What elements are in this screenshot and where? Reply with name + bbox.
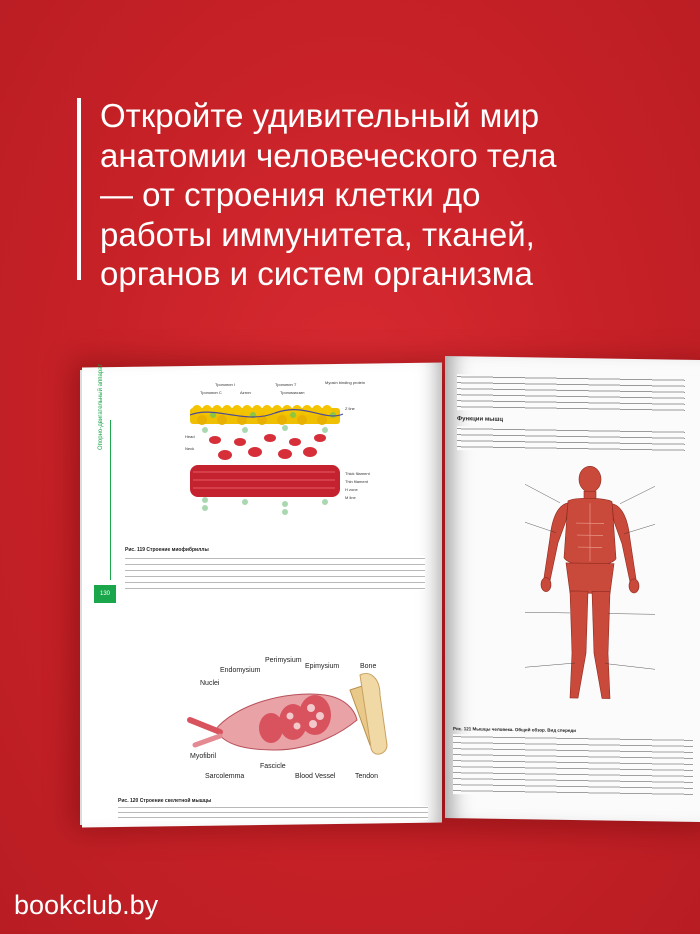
headline: [100, 96, 680, 294]
label-tendon: Tendon: [355, 773, 378, 780]
headline-line: анатомии человеческого тела: [100, 136, 557, 174]
label-bone: Bone: [360, 663, 377, 670]
label-z-line: Z line: [345, 406, 355, 411]
label-myosin-binding: Myosin binding protein: [325, 380, 366, 385]
figure1-legend-text: [125, 556, 425, 590]
brand-site-label: bookclub.by: [14, 890, 159, 920]
label-thin: Thin filament: [345, 479, 368, 484]
label-tropomyosin: Тропомиозин: [280, 390, 305, 395]
label-m-line: M line: [345, 495, 356, 500]
book-right-page: [445, 356, 700, 822]
label-h-zone: H zone: [345, 487, 358, 492]
label-actin: Актин: [240, 390, 251, 395]
human-muscle-figure: [520, 462, 690, 715]
side-section-title: Опорно-двигательный аппарат: [98, 363, 104, 450]
label-troponin-t: Тропонин Т: [275, 382, 297, 387]
side-strip: [110, 420, 119, 580]
thick-filament: [190, 465, 340, 497]
label-fascicle: Fascicle: [260, 763, 286, 770]
label-head: Head: [185, 434, 195, 439]
label-neck: Neck: [185, 446, 195, 451]
headline-accent-bar: [77, 98, 81, 280]
right-page-body-text-2: [457, 426, 685, 454]
right-page-figure-caption: Рис. 121 Мышцы человека. Общий обзор. Вид спереди: [453, 726, 577, 734]
right-page-legend-text: [453, 734, 693, 798]
right-page-body-text: [457, 374, 685, 414]
figure2-caption: Рис. 120 Строение скелетной мышцы: [118, 798, 212, 804]
skeletal-muscle-illustration: [175, 650, 405, 790]
label-myofibril: Myofibril: [190, 753, 217, 760]
label-sarcolemma: Sarcolemma: [205, 773, 245, 780]
myosin-heads: [209, 434, 326, 460]
headline-line: — от строения клетки до: [100, 176, 481, 213]
myofibril-illustration: [185, 380, 375, 520]
headline-line: работы иммунитета, тканей,: [100, 215, 535, 253]
label-nuclei: Nuclei: [200, 680, 220, 687]
page-number-tab: 130: [94, 585, 116, 603]
label-thick: Thick filament: [345, 471, 370, 476]
label-blood-vessel: Blood Vessel: [295, 773, 336, 780]
label-troponin-c: Тропонин С: [200, 390, 222, 395]
label-endomysium: Endomysium: [220, 667, 261, 674]
label-perimysium: Perimysium: [265, 657, 302, 664]
actin-strand-top: [190, 405, 343, 425]
label-epimysium: Epimysium: [305, 663, 340, 670]
right-page-heading: Функции мышц: [457, 416, 504, 423]
label-troponin-i: Тропонин I: [215, 382, 235, 387]
figure1-caption: Рис. 119 Строение миофибриллы: [125, 547, 209, 553]
figure2-legend-text: [118, 806, 428, 820]
headline-line: органов и систем организма: [100, 255, 533, 292]
headline-line: Откройте удивительный мир: [100, 97, 540, 134]
